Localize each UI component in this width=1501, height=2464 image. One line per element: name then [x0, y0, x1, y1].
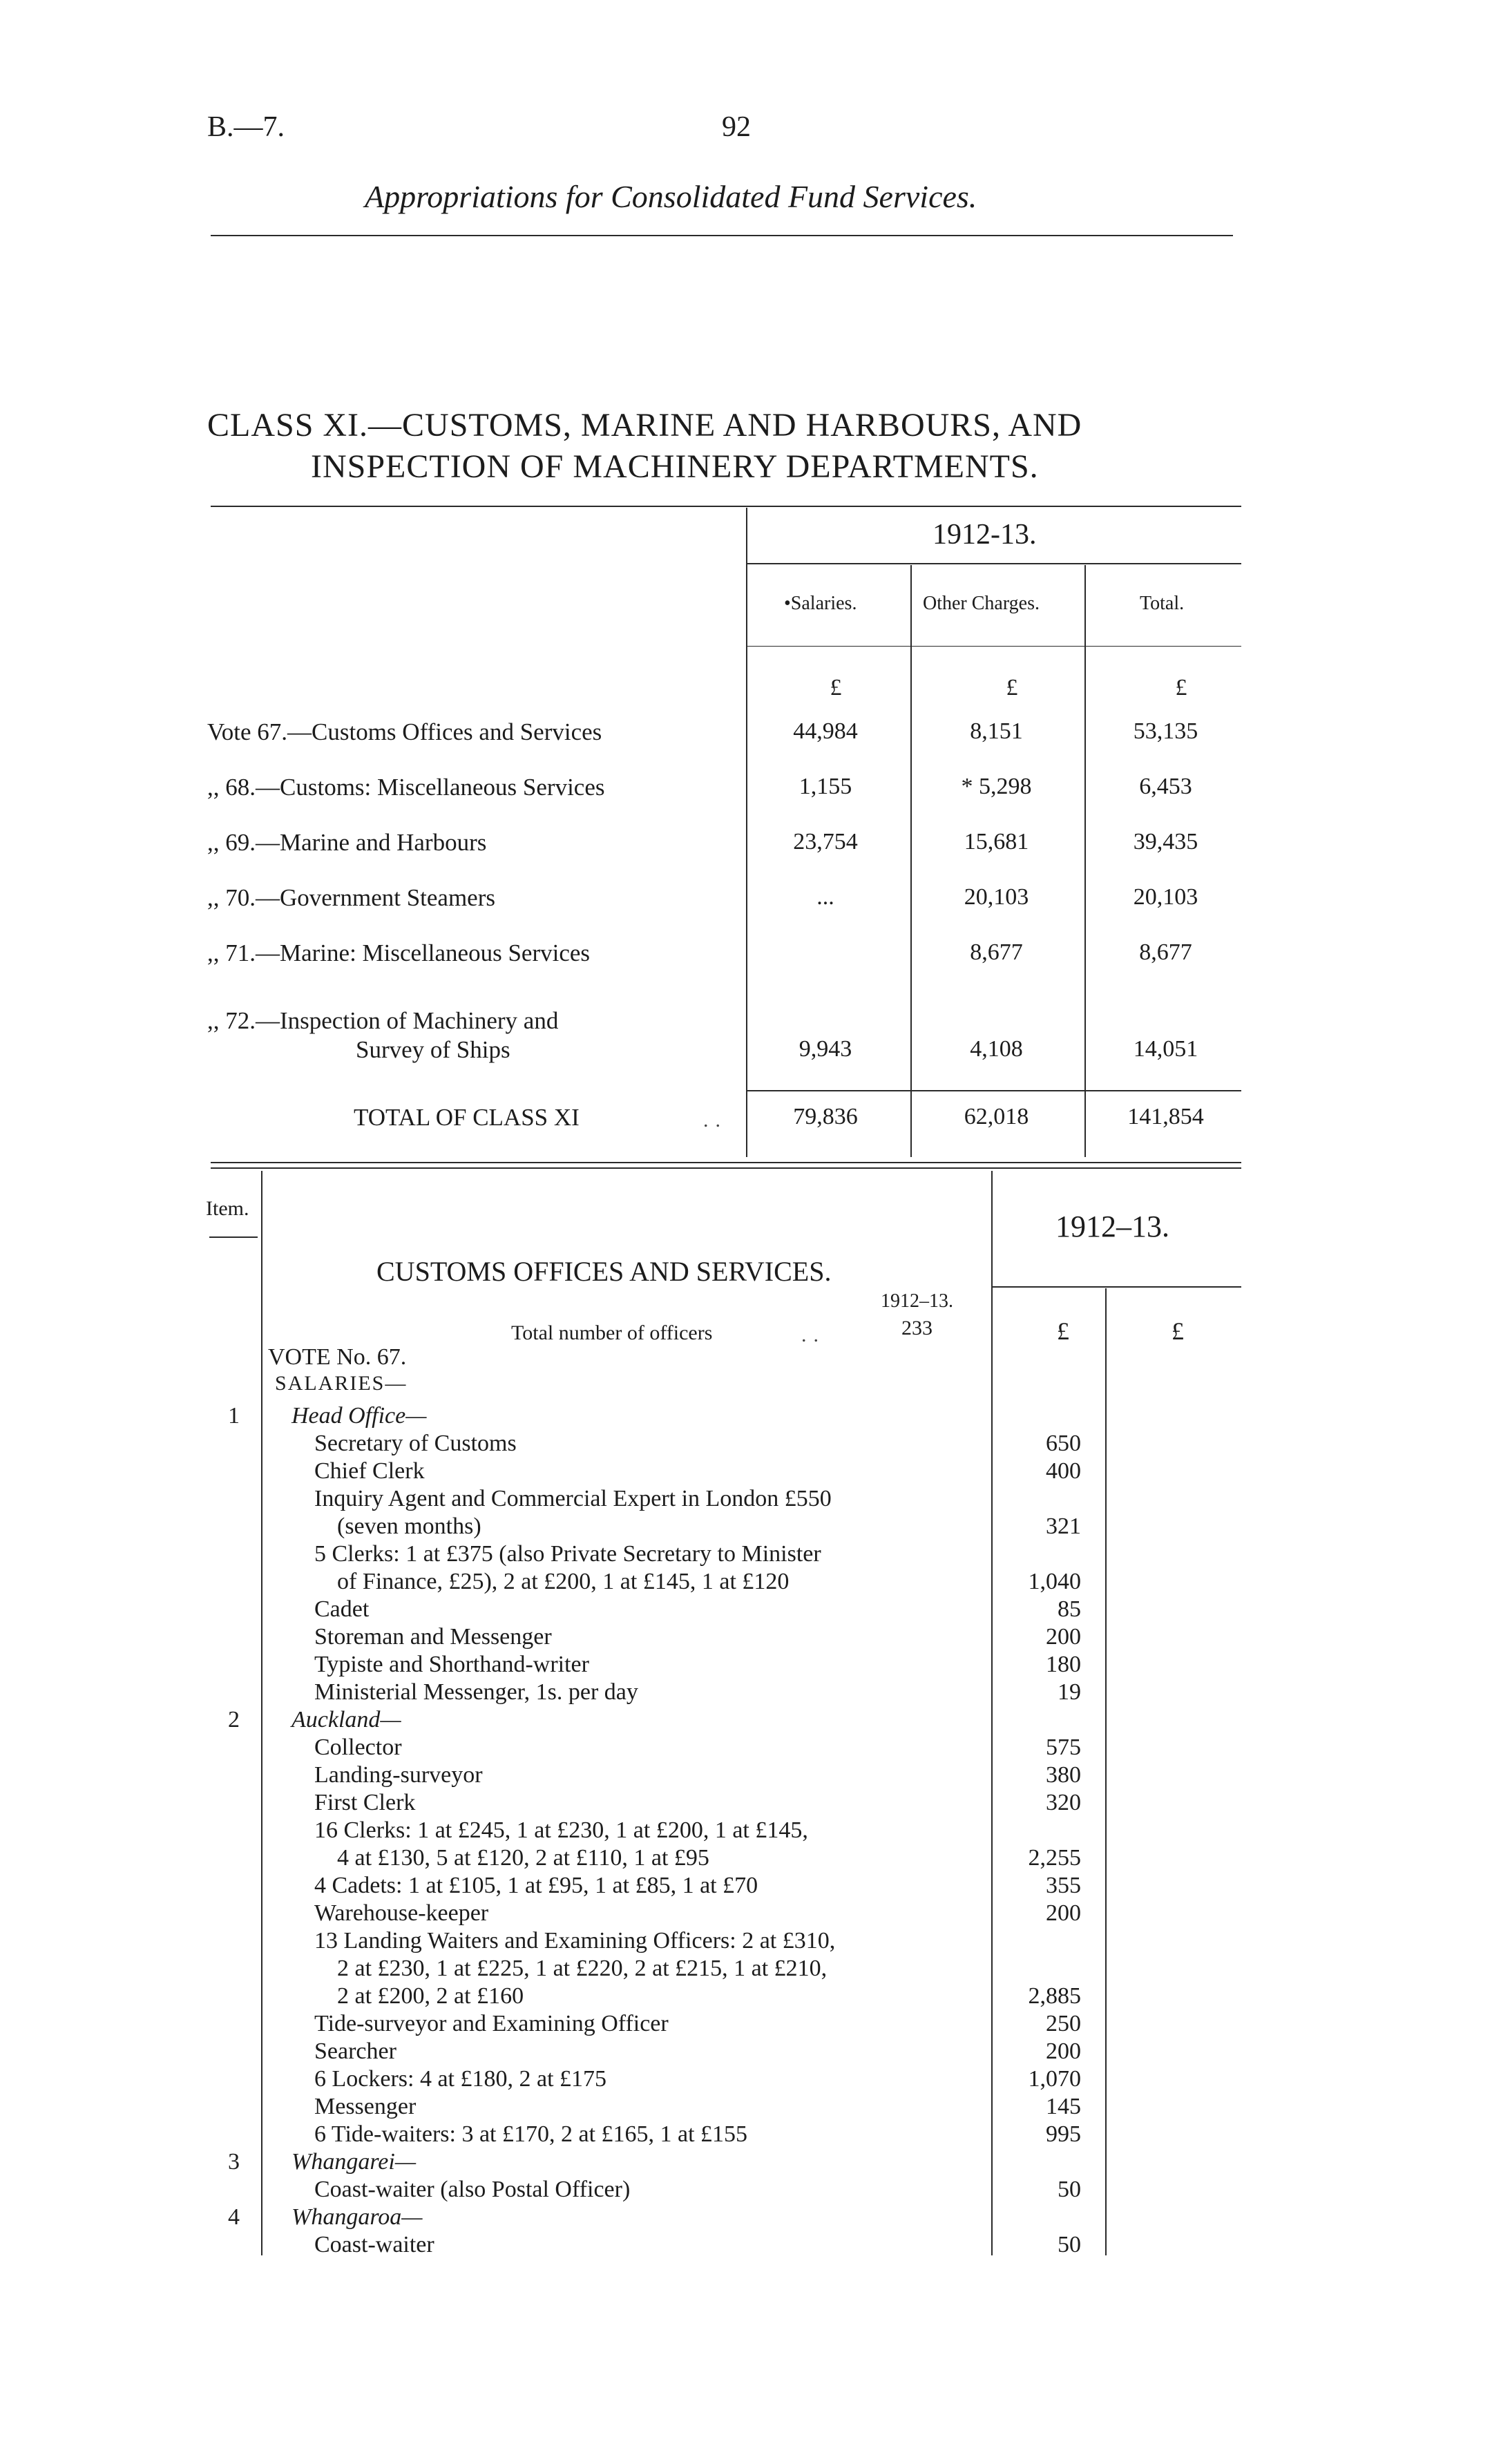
- summary-row-total: 8,677: [1139, 939, 1192, 965]
- detail-line-amount: 200: [1046, 1624, 1081, 1650]
- detail-line-text: 2 at £230, 1 at £225, 1 at £220, 2 at £215, 1 at £210,: [337, 1956, 828, 1981]
- detail-line-text: 2 at £200, 2 at £160: [337, 1983, 524, 2009]
- detail-salaries-label: SALARIES—: [275, 1372, 408, 1395]
- summary-row-other: 8,151: [970, 718, 1023, 744]
- summary-row-salaries: 44,984: [793, 718, 858, 744]
- summary-row-other: * 5,298: [961, 774, 1032, 799]
- detail-line-text: Head Office—: [291, 1403, 427, 1429]
- detail-line-text: Cadet: [314, 1596, 370, 1622]
- detail-line-amount: 995: [1046, 2121, 1081, 2147]
- header-rule: [211, 235, 1233, 236]
- summary-row-other: 20,103: [964, 884, 1029, 910]
- class-title-line2: INSPECTION OF MACHINERY DEPARTMENTS.: [311, 448, 1039, 485]
- summary-row-total: 53,135: [1133, 718, 1198, 744]
- detail-line-text: Ministerial Messenger, 1s. per day: [314, 1679, 638, 1705]
- summary-row-total: 20,103: [1133, 884, 1198, 910]
- detail-line-text: First Clerk: [314, 1790, 416, 1815]
- detail-line-text: (seven months): [337, 1513, 481, 1539]
- summary-row-other: 15,681: [964, 829, 1029, 854]
- detail-line-text: 4 at £130, 5 at £120, 2 at £110, 1 at £95: [337, 1845, 709, 1871]
- detail-line-text: Chief Clerk: [314, 1458, 425, 1484]
- detail-item-header-rule: [209, 1236, 258, 1238]
- detail-item-number: 2: [228, 1707, 240, 1732]
- detail-item-number: 1: [228, 1403, 240, 1429]
- summary-row-label: ,, 69.—Marine and Harbours: [207, 829, 487, 856]
- detail-line-amount: 650: [1046, 1431, 1081, 1456]
- detail-line-text: Messenger: [314, 2094, 417, 2119]
- detail-line-text: Tide-surveyor and Examining Officer: [314, 2011, 669, 2036]
- detail-line-text: Landing-surveyor: [314, 1762, 483, 1788]
- summary-total-salaries: 79,836: [793, 1104, 858, 1129]
- detail-line-text: 16 Clerks: 1 at £245, 1 at £230, 1 at £200, 1 at £145,: [314, 1817, 808, 1843]
- summary-total-total: 141,854: [1127, 1104, 1204, 1129]
- detail-line-text: Whangaroa—: [291, 2204, 423, 2230]
- detail-item-header: Item.: [206, 1197, 249, 1220]
- page-subtitle: Appropriations for Consolidated Fund Services.: [365, 179, 977, 214]
- summary-total-other: 62,018: [964, 1104, 1029, 1129]
- class-title-line1: CLASS XI.—CUSTOMS, MARINE AND HARBOURS, AND: [207, 407, 1082, 443]
- detail-line-text: Inquiry Agent and Commercial Expert in London £550: [314, 1486, 832, 1511]
- summary-row-total: 14,051: [1133, 1036, 1198, 1062]
- summary-currency-other: £: [1006, 675, 1018, 700]
- detail-line-amount: 19: [1058, 1679, 1081, 1705]
- detail-line-amount: 321: [1046, 1513, 1081, 1539]
- detail-line-text: Secretary of Customs: [314, 1431, 517, 1456]
- detail-line-amount: 2,255: [1028, 1845, 1081, 1871]
- detail-line-amount: 145: [1046, 2094, 1081, 2119]
- detail-line-text: Auckland—: [291, 1707, 401, 1732]
- summary-row-label: ,, 68.—Customs: Miscellaneous Services: [207, 774, 605, 801]
- detail-line-amount: 320: [1046, 1790, 1081, 1815]
- detail-year-header: 1912–13.: [1055, 1210, 1169, 1243]
- summary-row-salaries: 1,155: [799, 774, 852, 799]
- detail-currency-amount: £: [1057, 1317, 1069, 1345]
- summary-row-label: ,, 71.—Marine: Miscellaneous Services: [207, 939, 591, 966]
- summary-row-total: 6,453: [1139, 774, 1192, 799]
- detail-officers-year: 1912–13.: [881, 1290, 953, 1312]
- summary-row-other: 4,108: [970, 1036, 1023, 1062]
- detail-line-amount: 400: [1046, 1458, 1081, 1484]
- summary-year: 1912-13.: [933, 519, 1037, 551]
- summary-row-label: ,, 70.—Government Steamers: [207, 884, 495, 911]
- page-ref: B.—7.: [207, 111, 285, 143]
- detail-line-amount: 200: [1046, 1900, 1081, 1926]
- detail-year-rule: [993, 1286, 1241, 1288]
- summary-bottom-rule-1: [211, 1162, 1241, 1163]
- summary-row-salaries: 9,943: [799, 1036, 852, 1062]
- summary-row-label-cont: Survey of Ships: [356, 1036, 510, 1063]
- summary-top-rule: [211, 506, 1241, 507]
- detail-item-number: 3: [228, 2149, 240, 2175]
- detail-line-text: 6 Tide-waiters: 3 at £170, 2 at £165, 1 at £155: [314, 2121, 748, 2147]
- detail-line-text: Warehouse-keeper: [314, 1900, 489, 1926]
- summary-col-other: Other Charges.: [923, 593, 1040, 614]
- summary-currency-salaries: £: [830, 675, 842, 700]
- summary-col-salaries: •Salaries.: [784, 593, 857, 614]
- detail-line-amount: 50: [1058, 2232, 1081, 2257]
- summary-head-rule: [747, 646, 1241, 647]
- detail-line-amount: 2,885: [1028, 1983, 1081, 2009]
- summary-row-salaries: 23,754: [793, 829, 858, 854]
- detail-item-divider: [261, 1171, 262, 2255]
- detail-line-text: Whangarei—: [291, 2149, 417, 2175]
- detail-line-text: Storeman and Messenger: [314, 1624, 552, 1650]
- detail-line-text: 5 Clerks: 1 at £375 (also Private Secretary to Minister: [314, 1541, 821, 1567]
- page-number: 92: [722, 111, 751, 143]
- detail-total-divider: [1105, 1288, 1107, 2255]
- summary-divider-other: [910, 565, 912, 1157]
- summary-divider-total: [1084, 565, 1086, 1157]
- summary-currency-total: £: [1175, 675, 1187, 700]
- detail-line-text: 13 Landing Waiters and Examining Officers: 2 at £310,: [314, 1928, 836, 1954]
- summary-row-salaries: ...: [816, 884, 834, 910]
- detail-line-amount: 250: [1046, 2011, 1081, 2036]
- summary-row-label: ,, 72.—Inspection of Machinery and: [207, 1007, 559, 1034]
- detail-line-text: 4 Cadets: 1 at £105, 1 at £95, 1 at £85, 1 at £70: [314, 1873, 758, 1898]
- summary-col-total: Total.: [1140, 593, 1185, 614]
- detail-line-amount: 1,040: [1028, 1569, 1081, 1594]
- detail-line-text: Coast-waiter (also Postal Officer): [314, 2177, 631, 2202]
- detail-line-amount: 380: [1046, 1762, 1081, 1788]
- detail-vote-label: VOTE No. 67.: [268, 1344, 407, 1370]
- detail-line-amount: 200: [1046, 2038, 1081, 2064]
- detail-officers-count: 233: [901, 1317, 933, 1339]
- detail-line-amount: 85: [1058, 1596, 1081, 1622]
- detail-officers-leader: ..: [801, 1324, 825, 1346]
- summary-row-label: Vote 67.—Customs Offices and Services: [207, 718, 602, 745]
- detail-currency-total: £: [1172, 1317, 1184, 1345]
- summary-row-other: 8,677: [970, 939, 1023, 965]
- detail-line-amount: 50: [1058, 2177, 1081, 2202]
- summary-divider-salaries: [746, 508, 747, 1157]
- detail-section-title: CUSTOMS OFFICES AND SERVICES.: [376, 1256, 832, 1287]
- detail-line-amount: 355: [1046, 1873, 1081, 1898]
- detail-line-text: Collector: [314, 1735, 402, 1760]
- detail-officers-label: Total number of officers: [511, 1321, 713, 1344]
- detail-line-text: of Finance, £25), 2 at £200, 1 at £145, 1 at £120: [337, 1569, 790, 1594]
- detail-line-text: Typiste and Shorthand-writer: [314, 1652, 589, 1677]
- detail-line-amount: 1,070: [1028, 2066, 1081, 2092]
- summary-total-top-rule: [747, 1090, 1241, 1091]
- summary-year-rule: [747, 563, 1241, 564]
- detail-line-text: Coast-waiter: [314, 2232, 434, 2257]
- detail-line-text: Searcher: [314, 2038, 396, 2064]
- summary-total-label: TOTAL OF CLASS XI: [354, 1104, 580, 1131]
- detail-line-text: 6 Lockers: 4 at £180, 2 at £175: [314, 2066, 607, 2092]
- detail-line-amount: 575: [1046, 1735, 1081, 1760]
- summary-total-leader: ..: [703, 1109, 727, 1131]
- detail-amount-divider: [991, 1171, 993, 2255]
- summary-row-total: 39,435: [1133, 829, 1198, 854]
- summary-bottom-rule-2: [211, 1167, 1241, 1169]
- detail-line-amount: 180: [1046, 1652, 1081, 1677]
- detail-item-number: 4: [228, 2204, 240, 2230]
